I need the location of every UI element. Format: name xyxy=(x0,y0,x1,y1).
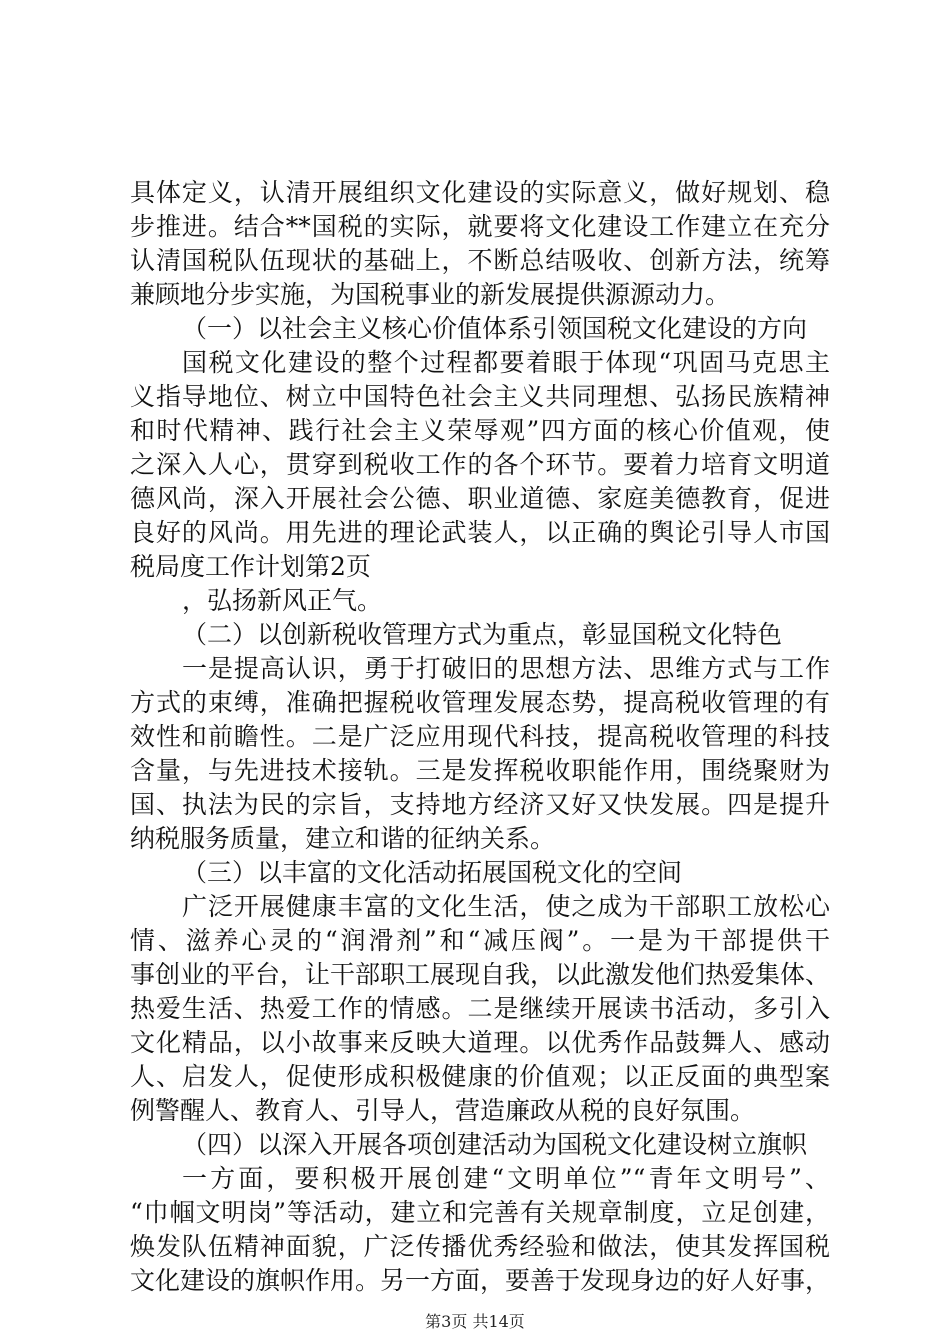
text-line: 人、启发人，促使形成积极健康的价值观；以正反面的典型案 xyxy=(130,1062,830,1091)
text-line: 含量，与先进技术接轨。三是发挥税收职能作用，围绕聚财为 xyxy=(130,756,830,785)
paragraph-first-line: 一是提高认识，勇于打破旧的思想方法、思维方式与工作 xyxy=(182,654,830,683)
text-line: 文化精品，以小故事来反映大道理。以优秀作品鼓舞人、感动 xyxy=(130,1028,830,1057)
text-line: 税局度工作计划第2页 xyxy=(130,552,371,581)
text-line: 德风尚，深入开展社会公德、职业道德、家庭美德教育，促进 xyxy=(130,484,830,513)
text-line: “巾帼文明岗”等活动，建立和完善有关规章制度，立足创建， xyxy=(130,1198,830,1227)
text-line: 良好的风尚。用先进的理论武装人，以正确的舆论引导人市国 xyxy=(130,518,830,547)
text-line: 认清国税队伍现状的基础上，不断总结吸收、创新方法，统筹 xyxy=(130,246,830,275)
page-footer: 第3页 共14页 xyxy=(425,1312,525,1331)
text-line: 纳税服务质量，建立和谐的征纳关系。 xyxy=(130,824,556,853)
text-line: 效性和前瞻性。二是广泛应用现代科技，提高税收管理的科技 xyxy=(130,722,830,751)
text-line: 义指导地位、树立中国特色社会主义共同理想、弘扬民族精神 xyxy=(130,382,830,411)
text-line: 步推进。结合**国税的实际，就要将文化建设工作建立在充分 xyxy=(130,212,830,241)
text-line: 方式的束缚，准确把握税收管理发展态势，提高税收管理的有 xyxy=(130,688,830,717)
text-line: 事创业的平台，让干部职工展现自我，以此激发他们热爱集体、 xyxy=(130,960,831,989)
text-line: 国、执法为民的宗旨，支持地方经济又好又快发展。四是提升 xyxy=(130,790,830,819)
section-heading-4: （四）以深入开展各项创建活动为国税文化建设树立旗帜 xyxy=(182,1130,808,1159)
text-line: ，弘扬新风正气。 xyxy=(182,586,383,615)
paragraph-first-line: 广泛开展健康丰富的文化生活，使之成为干部职工放松心 xyxy=(182,892,830,921)
text-line: 热爱生活、热爱工作的情感。二是继续开展读书活动，多引入 xyxy=(130,994,830,1023)
section-heading-2: （二）以创新税收管理方式为重点，彰显国税文化特色 xyxy=(182,620,783,649)
text-line: 具体定义，认清开展组织文化建设的实际意义，做好规划、稳 xyxy=(130,178,830,207)
paragraph-first-line: 一方面，要积极开展创建“文明单位”“青年文明号”、 xyxy=(182,1164,830,1193)
text-line: 例警醒人、教育人、引导人，营造廉政从税的良好氛围。 xyxy=(130,1096,756,1125)
text-line: 焕发队伍精神面貌，广泛传播优秀经验和做法，使其发挥国税 xyxy=(130,1232,830,1261)
section-heading-3: （三）以丰富的文化活动拓展国税文化的空间 xyxy=(182,858,683,887)
paragraph-first-line: 国税文化建设的整个过程都要着眼于体现“巩固马克思主 xyxy=(182,348,830,377)
text-line: 情、滋养心灵的“润滑剂”和“减压阀”。一是为干部提供干 xyxy=(130,926,830,955)
section-heading-1: （一）以社会主义核心价值体系引领国税文化建设的方向 xyxy=(182,314,808,343)
text-line: 文化建设的旗帜作用。另一方面，要善于发现身边的好人好事， xyxy=(130,1266,831,1295)
text-line: 之深入人心，贯穿到税收工作的各个环节。要着力培育文明道 xyxy=(130,450,830,479)
text-line: 兼顾地分步实施，为国税事业的新发展提供源源动力。 xyxy=(130,280,731,309)
text-line: 和时代精神、践行社会主义荣辱观”四方面的核心价值观，使 xyxy=(130,416,830,445)
